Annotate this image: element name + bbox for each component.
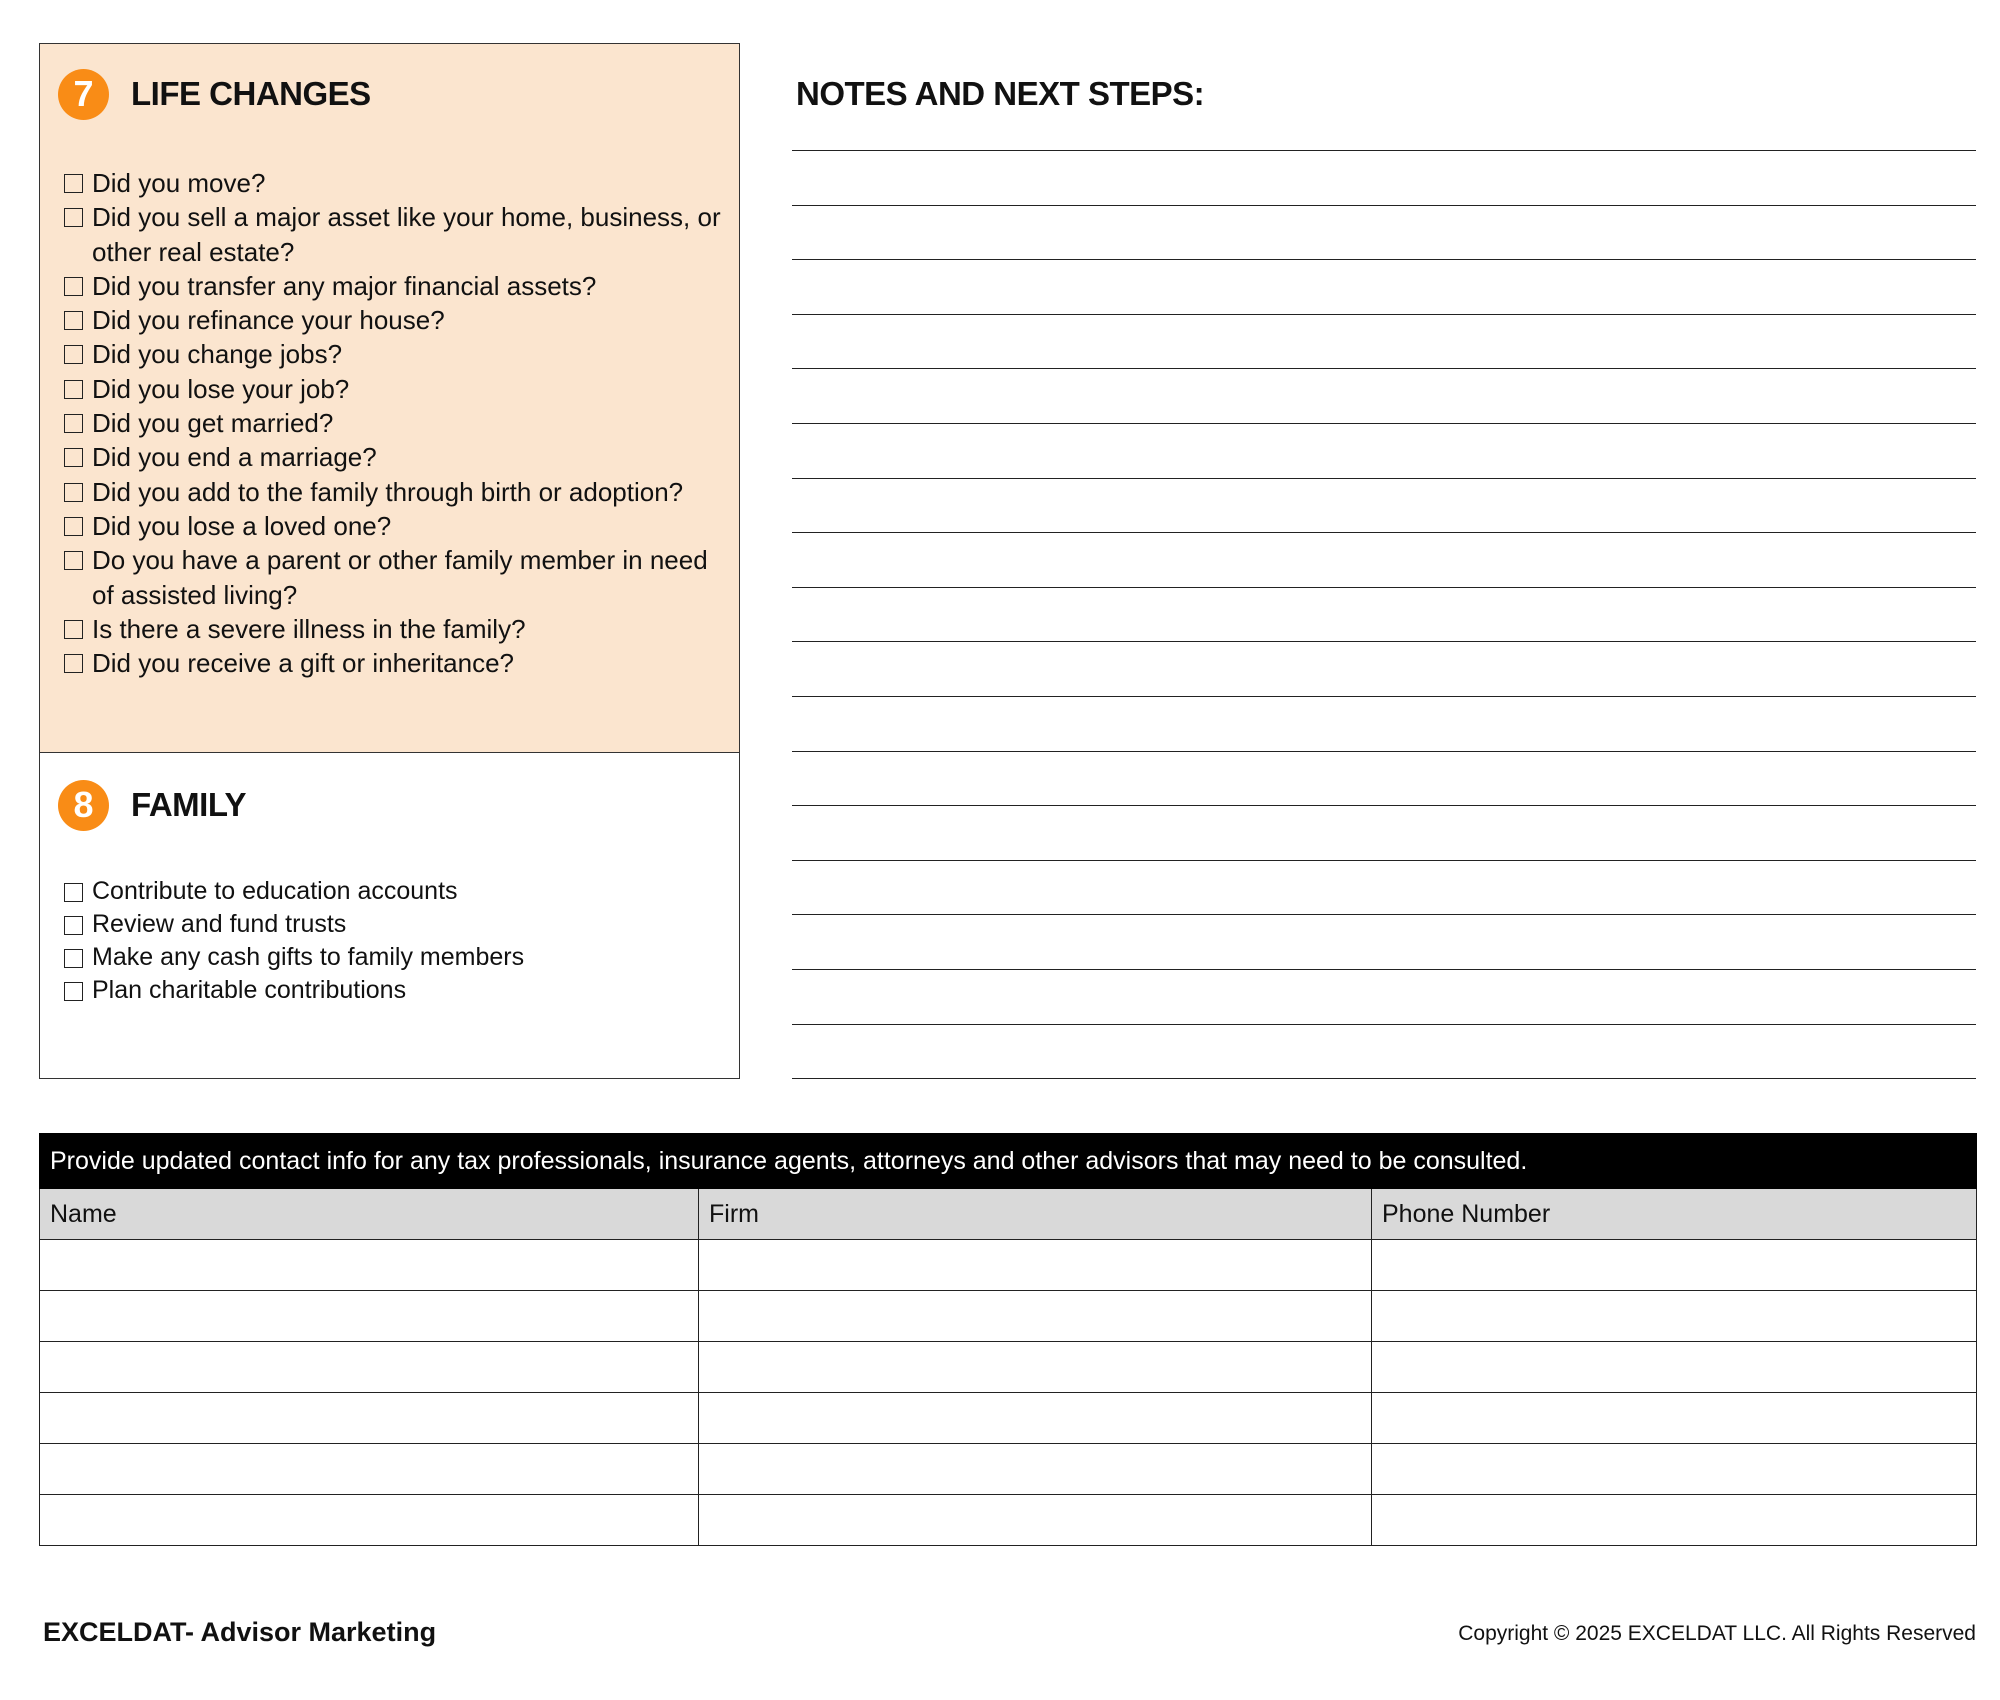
notes-line[interactable] — [792, 205, 1976, 206]
checkbox[interactable] — [64, 380, 83, 399]
checklist-item[interactable] — [64, 646, 734, 680]
contacts-banner: Provide updated contact info for any tax professionals, insurance agents, attorneys and other advisors that may need to be consulted. — [40, 1134, 1977, 1189]
notes-line[interactable] — [792, 478, 1976, 479]
checklist-item[interactable] — [64, 475, 734, 509]
notes-line[interactable] — [792, 860, 1976, 861]
firm-cell[interactable] — [699, 1393, 1372, 1444]
phone-cell[interactable] — [1372, 1342, 1977, 1393]
section-number-badge: 7 — [58, 69, 109, 120]
checkbox[interactable] — [64, 414, 83, 433]
checkbox[interactable] — [64, 949, 83, 968]
checkbox[interactable] — [64, 345, 83, 364]
firm-cell[interactable] — [699, 1342, 1372, 1393]
notes-title: NOTES AND NEXT STEPS: — [796, 75, 1205, 112]
checklist-item[interactable] — [64, 440, 734, 474]
checklist-item-text: Did you change jobs? — [92, 339, 343, 370]
notes-line[interactable] — [792, 587, 1976, 588]
checkbox[interactable] — [64, 982, 83, 1001]
notes-line[interactable] — [792, 1078, 1976, 1079]
checkbox[interactable] — [64, 517, 83, 536]
phone-cell[interactable] — [1372, 1291, 1977, 1342]
checkbox[interactable] — [64, 916, 83, 935]
family-header — [58, 777, 246, 833]
column-header-phone: Phone Number — [1372, 1189, 1977, 1240]
checklist-item-text: Did you refinance your house? — [92, 305, 445, 336]
checklist-item[interactable] — [64, 941, 734, 974]
name-cell[interactable] — [40, 1495, 699, 1546]
contact-row — [40, 1342, 1977, 1393]
section-title: LIFE CHANGES — [131, 75, 371, 112]
advisor-contacts-table — [39, 1133, 1977, 1546]
footer-brand: EXCELDAT- Advisor Marketing — [43, 1617, 437, 1647]
notes-line[interactable] — [792, 641, 1976, 642]
notes-line[interactable] — [792, 914, 1976, 915]
notes-line[interactable] — [792, 969, 1976, 970]
checklist-item[interactable] — [64, 543, 734, 612]
phone-cell[interactable] — [1372, 1495, 1977, 1546]
contact-row — [40, 1291, 1977, 1342]
column-header-firm: Firm — [699, 1189, 1372, 1240]
life-changes-header — [58, 66, 371, 122]
checklist-item-text: Did you move? — [92, 168, 266, 198]
name-cell[interactable] — [40, 1291, 699, 1342]
checkbox[interactable] — [64, 551, 83, 570]
family-checklist — [64, 875, 734, 1007]
name-cell[interactable] — [40, 1444, 699, 1495]
notes-line[interactable] — [792, 696, 1976, 697]
checkbox[interactable] — [64, 620, 83, 639]
checkbox[interactable] — [64, 174, 83, 193]
notes-line[interactable] — [792, 423, 1976, 424]
checklist-item[interactable] — [64, 337, 734, 371]
contact-row — [40, 1444, 1977, 1495]
checklist-item[interactable] — [64, 509, 734, 543]
contacts-banner-row — [40, 1134, 1977, 1189]
firm-cell[interactable] — [699, 1240, 1372, 1291]
checklist-item-text: Did you add to the family through birth or adoption? — [92, 476, 684, 507]
contact-row — [40, 1393, 1977, 1444]
checklist-item-text: Make any cash gifts to family members — [92, 943, 525, 971]
checkbox[interactable] — [64, 483, 83, 502]
checklist-item-text: Did you lose your job? — [92, 373, 350, 404]
checkbox[interactable] — [64, 883, 83, 902]
checklist-item[interactable] — [64, 974, 734, 1007]
checklist-item-text: Do you have a parent or other family member in need of assisted living? — [92, 545, 708, 610]
checklist-item-text: Did you end a marriage? — [92, 442, 377, 473]
name-cell[interactable] — [40, 1240, 699, 1291]
life-changes-checklist — [64, 166, 734, 680]
phone-cell[interactable] — [1372, 1444, 1977, 1495]
section-number-badge: 8 — [58, 780, 109, 831]
checkbox[interactable] — [64, 208, 83, 227]
checklist-item[interactable] — [64, 303, 734, 337]
contacts-header-row — [40, 1189, 1977, 1240]
checklist-item-text: Is there a severe illness in the family? — [92, 613, 526, 644]
section-title: FAMILY — [131, 786, 246, 823]
firm-cell[interactable] — [699, 1495, 1372, 1546]
footer-copyright: Copyright © 2025 EXCELDAT LLC. All Rights Reserved — [1458, 1622, 1976, 1645]
checklist-item-text: Contribute to education accounts — [92, 877, 458, 905]
name-cell[interactable] — [40, 1342, 699, 1393]
checklist-item-text: Did you lose a loved one? — [92, 510, 392, 541]
checklist-item[interactable] — [64, 612, 734, 646]
notes-line[interactable] — [792, 259, 1976, 260]
notes-line[interactable] — [792, 751, 1976, 752]
checklist-item-text: Did you transfer any major financial assets? — [92, 270, 597, 301]
checklist-item-text: Did you receive a gift or inheritance? — [92, 648, 515, 679]
firm-cell[interactable] — [699, 1444, 1372, 1495]
notes-line[interactable] — [792, 150, 1976, 151]
notes-line[interactable] — [792, 805, 1976, 806]
life-changes-section — [39, 43, 740, 753]
checklist-item[interactable] — [64, 166, 734, 200]
checklist-item[interactable] — [64, 875, 734, 908]
notes-line[interactable] — [792, 368, 1976, 369]
contact-row — [40, 1495, 1977, 1546]
firm-cell[interactable] — [699, 1291, 1372, 1342]
notes-line[interactable] — [792, 314, 1976, 315]
checklist-item[interactable] — [64, 372, 734, 406]
family-section — [39, 752, 740, 1079]
contact-row — [40, 1240, 1977, 1291]
checklist-item-text: Review and fund trusts — [92, 910, 347, 938]
checkbox[interactable] — [64, 448, 83, 467]
checklist-item-text: Did you sell a major asset like your home, business, or other real estate? — [92, 202, 721, 267]
notes-line[interactable] — [792, 532, 1976, 533]
phone-cell[interactable] — [1372, 1240, 1977, 1291]
checklist-item-text: Plan charitable contributions — [92, 976, 407, 1004]
checklist-item[interactable] — [64, 406, 734, 440]
checklist-item[interactable] — [64, 908, 734, 941]
name-cell[interactable] — [40, 1393, 699, 1444]
checklist-item[interactable] — [64, 200, 734, 269]
checklist-item[interactable] — [64, 269, 734, 303]
checklist-item-text: Did you get married? — [92, 408, 334, 439]
phone-cell[interactable] — [1372, 1393, 1977, 1444]
checkbox[interactable] — [64, 311, 83, 330]
checkbox[interactable] — [64, 654, 83, 673]
column-header-name: Name — [40, 1189, 699, 1240]
notes-line[interactable] — [792, 1024, 1976, 1025]
checkbox[interactable] — [64, 277, 83, 296]
